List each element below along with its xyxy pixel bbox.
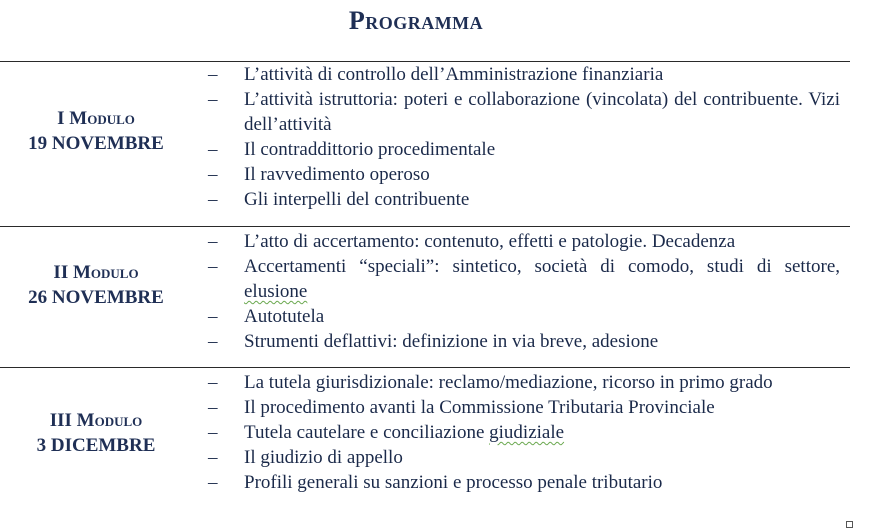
- list-item: [208, 62, 840, 87]
- topic-text: Il giudizio di appello: [244, 447, 403, 468]
- module-date: 26 NOVEMBRE: [28, 287, 164, 308]
- dash-bullet: –: [208, 64, 218, 85]
- topic-text: L’attività di controllo dell’Amministrazione finanziaria: [244, 64, 664, 85]
- dash-bullet: –: [208, 164, 218, 185]
- dash-bullet: –: [208, 422, 218, 443]
- topic-text: Strumenti deflattivi: definizione in via breve, adesione: [244, 331, 659, 352]
- divider: [0, 367, 850, 368]
- topic-text: La tutela giurisdizionale: reclamo/mediazione, ricorso in primo grado: [244, 372, 773, 393]
- module-name: I Modulo: [57, 108, 135, 129]
- module-heading: [0, 106, 192, 156]
- module-name: III Modulo: [49, 410, 143, 431]
- dash-bullet: –: [208, 331, 218, 352]
- list-item: [208, 304, 840, 329]
- resize-handle[interactable]: [846, 521, 853, 528]
- list-item: [208, 162, 840, 187]
- module-heading: [0, 408, 192, 458]
- dash-bullet: –: [208, 472, 218, 493]
- module-date: 3 DICEMBRE: [36, 435, 156, 456]
- topic-text: Il contraddittorio procedimentale: [244, 139, 496, 160]
- list-item: [208, 470, 840, 495]
- topic-text: Accertamenti “speciali”: sintetico, società di comodo, studi di settore,: [244, 256, 840, 277]
- dash-bullet: –: [208, 89, 218, 110]
- topic-text-spellcheck: elusione: [244, 281, 308, 302]
- topic-text-spellcheck: giudiziale: [489, 422, 565, 443]
- topic-text: Il ravvedimento operoso: [244, 164, 430, 185]
- module-date: 19 NOVEMBRE: [28, 133, 164, 154]
- list-item: [208, 329, 840, 354]
- topic-text: Profili generali su sanzioni e processo penale tributario: [244, 472, 663, 493]
- dash-bullet: –: [208, 256, 218, 277]
- dash-bullet: –: [208, 139, 218, 160]
- dash-bullet: –: [208, 189, 218, 210]
- list-item: [208, 420, 840, 445]
- list-item: [208, 87, 840, 137]
- topic-text: Il procedimento avanti la Commissione Tributaria Provinciale: [244, 397, 715, 418]
- list-item: [208, 254, 840, 304]
- topic-text: Tutela cautelare e conciliazione: [244, 422, 485, 443]
- dash-bullet: –: [208, 447, 218, 468]
- dash-bullet: –: [208, 397, 218, 418]
- module-topics: [208, 370, 840, 495]
- module-heading: [0, 260, 192, 310]
- list-item: [208, 229, 840, 254]
- list-item: [208, 187, 840, 212]
- dash-bullet: –: [208, 231, 218, 252]
- module-topics: [208, 62, 840, 212]
- list-item: [208, 395, 840, 420]
- topic-text: L’attività istruttoria: poteri e collaborazione (vincolata) del contribuente. Vizi dell’attività: [244, 89, 840, 135]
- topic-text: Gli interpelli del contribuente: [244, 189, 470, 210]
- list-item: [208, 137, 840, 162]
- dash-bullet: –: [208, 372, 218, 393]
- divider: [0, 226, 850, 227]
- module-topics: [208, 229, 840, 354]
- list-item: [208, 370, 840, 395]
- topic-text: Autotutela: [244, 306, 325, 327]
- list-item: [208, 445, 840, 470]
- dash-bullet: –: [208, 306, 218, 327]
- module-name: II Modulo: [53, 262, 139, 283]
- page-title: Programma: [348, 6, 484, 35]
- topic-text: L’atto di accertamento: contenuto, effetti e patologie. Decadenza: [244, 231, 736, 252]
